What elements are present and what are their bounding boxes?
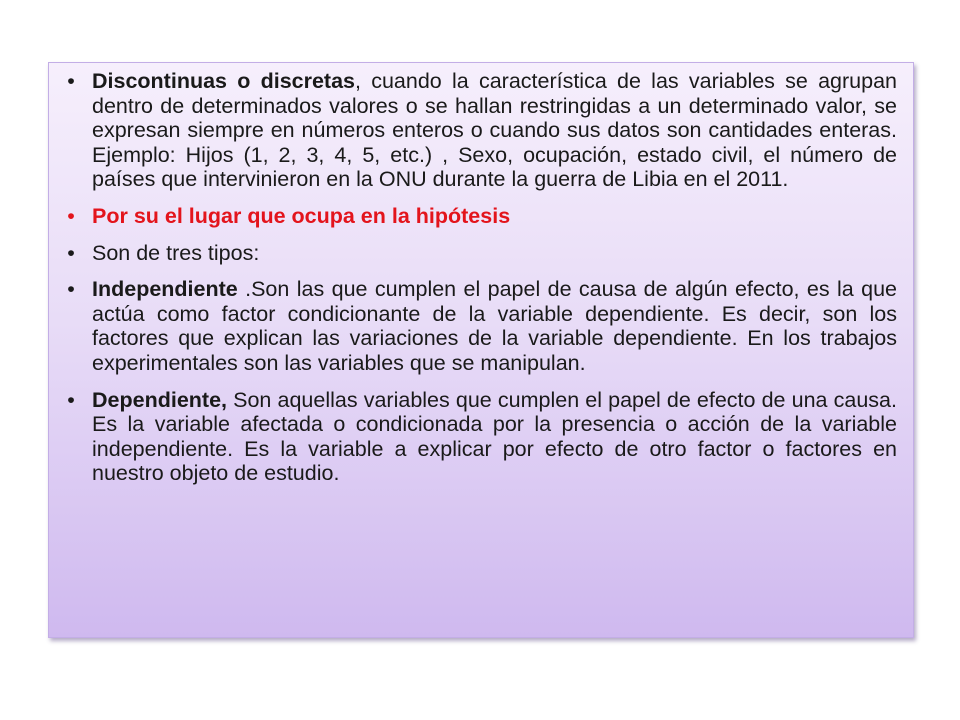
- term-independiente: Independiente: [92, 277, 238, 302]
- content-text-box: [48, 62, 914, 638]
- bullet-item-independiente: [62, 277, 897, 375]
- text-discretas: , cuando la característica de las variables se agrupan dentro de determinados valores o se hallan restringidas a un determinado valor, se expresan siempre en números enteros o cuando sus datos son cantidades enteras. Ejemplo: Hijos (1, 2, 3, 4, 5, etc.) , Sexo, ocupación, estado civil, el número de países que intervinieron en la ONU durante la guerra de Libia en el 2011.: [92, 69, 897, 192]
- text-independiente: .Son las que cumplen el papel de causa de algún efecto, es la que actúa como factor condicionante de la variable dependiente. Es decir, son los factores que explican las variaciones de la variable dependiente. En los trabajos experimentales son las variables que se manipulan.: [92, 277, 897, 375]
- text-dependiente: Son aquellas variables que cumplen el papel de efecto de una causa. Es la variable afectada o condicionada por la presencia o acción de la variable independiente. Es la variable a explicar por efecto de otro factor o factores en nuestro objeto de estudio.: [92, 387, 897, 486]
- term-discretas: Discontinuas o discretas: [92, 69, 356, 93]
- bullet-icon: •: [67, 69, 75, 93]
- bullet-item-dependiente: [62, 388, 897, 486]
- bullet-icon: •: [67, 203, 75, 228]
- bullet-icon: •: [67, 240, 75, 265]
- term-dependiente: Dependiente,: [92, 387, 227, 412]
- text-tres-tipos: Son de tres tipos:: [92, 240, 260, 265]
- bullet-item-lugar-hipotesis: [62, 204, 897, 229]
- bullet-list: [62, 69, 897, 486]
- bullet-icon: •: [67, 277, 75, 302]
- bullet-item-tres-tipos: [62, 241, 897, 266]
- bullet-item-discretas: [62, 69, 897, 192]
- heading-lugar-hipotesis: Por su el lugar que ocupa en la hipótesis: [92, 203, 511, 228]
- bullet-icon: •: [67, 387, 75, 412]
